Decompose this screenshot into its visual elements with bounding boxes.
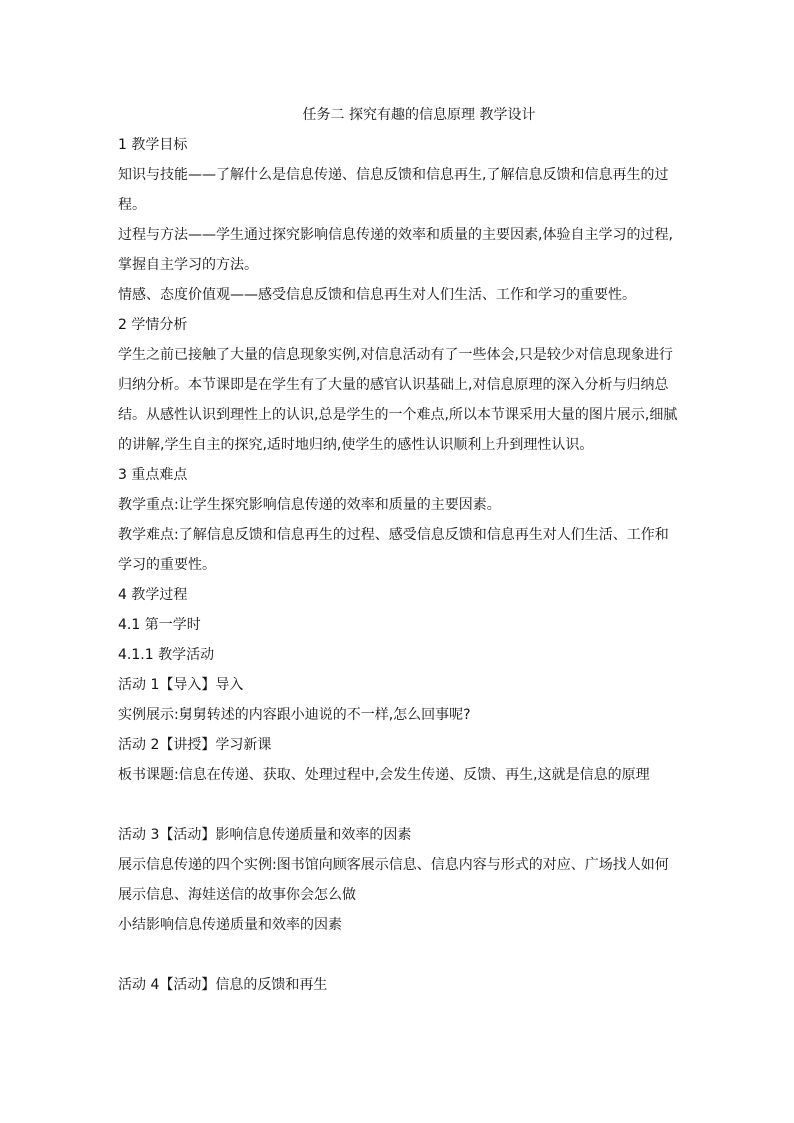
activity-1-heading: 活动 1【导入】导入 xyxy=(118,677,244,693)
paragraph-difficult-point: 教学难点:了解信息反馈和信息再生的过程、感受信息反馈和信息再生对人们生活、工作和学习的重要性。 xyxy=(118,527,669,573)
section-heading-objectives: 1 教学目标 xyxy=(118,137,188,153)
paragraph-emotion-values: 情感、态度价值观——感受信息反馈和信息再生对人们生活、工作和学习的重要性。 xyxy=(118,287,636,303)
paragraph-key-point: 教学重点:让学生探究影响信息传递的效率和质量的主要因素。 xyxy=(118,497,501,513)
activity-3-text: 展示信息传递的四个实例:图书馆向顾客展示信息、信息内容与形式的对应、广场找人如何展示信息、海娃送信的故事你会怎么做 xyxy=(118,857,669,903)
section-heading-key-points: 3 重点难点 xyxy=(118,467,188,483)
blank-line xyxy=(118,940,682,970)
activity-2-text: 板书课题:信息在传递、获取、处理过程中,会发生传递、反馈、再生,这就是信息的原理 xyxy=(118,767,650,783)
activity-3-summary: 小结影响信息传递质量和效率的因素 xyxy=(118,917,342,933)
activity-1-text: 实例展示:舅舅转述的内容跟小迪说的不一样,怎么回事呢? xyxy=(118,707,471,723)
section-heading-teaching-process: 4 教学过程 xyxy=(118,587,188,603)
paragraph-learner-analysis: 学生之前已接触了大量的信息现象实例,对信息活动有了一些体会,只是较少对信息现象进行归纳分析。本节课即是在学生有了大量的感官认识基础上,对信息原理的深入分析与归纳总结。从感性认识到理性上的认识,总是学生的一个难点,所以本节课采用大量的图片展示,细腻的讲解,学生自主的探究,适时地归纳,使学生的感性认识顺利上升到理性认识。 xyxy=(118,347,678,453)
paragraph-knowledge-skills: 知识与技能——了解什么是信息传递、信息反馈和信息再生,了解信息反馈和信息再生的过程。 xyxy=(118,167,669,213)
subsection-heading-first-period: 4.1 第一学时 xyxy=(118,617,201,633)
subsection-heading-activities: 4.1.1 教学活动 xyxy=(118,647,215,663)
document-title: 任务二 探究有趣的信息原理 教学设计 xyxy=(302,107,536,123)
blank-line xyxy=(118,790,682,820)
document-page xyxy=(118,100,682,1000)
activity-3-heading: 活动 3【活动】影响信息传递质量和效率的因素 xyxy=(118,827,412,843)
activity-4-heading: 活动 4【活动】信息的反馈和再生 xyxy=(118,977,328,993)
section-heading-learner-analysis: 2 学情分析 xyxy=(118,317,188,333)
paragraph-process-methods: 过程与方法——学生通过探究影响信息传递的效率和质量的主要因素,体验自主学习的过程,掌握自主学习的方法。 xyxy=(118,227,673,273)
activity-2-heading: 活动 2【讲授】学习新课 xyxy=(118,737,272,753)
